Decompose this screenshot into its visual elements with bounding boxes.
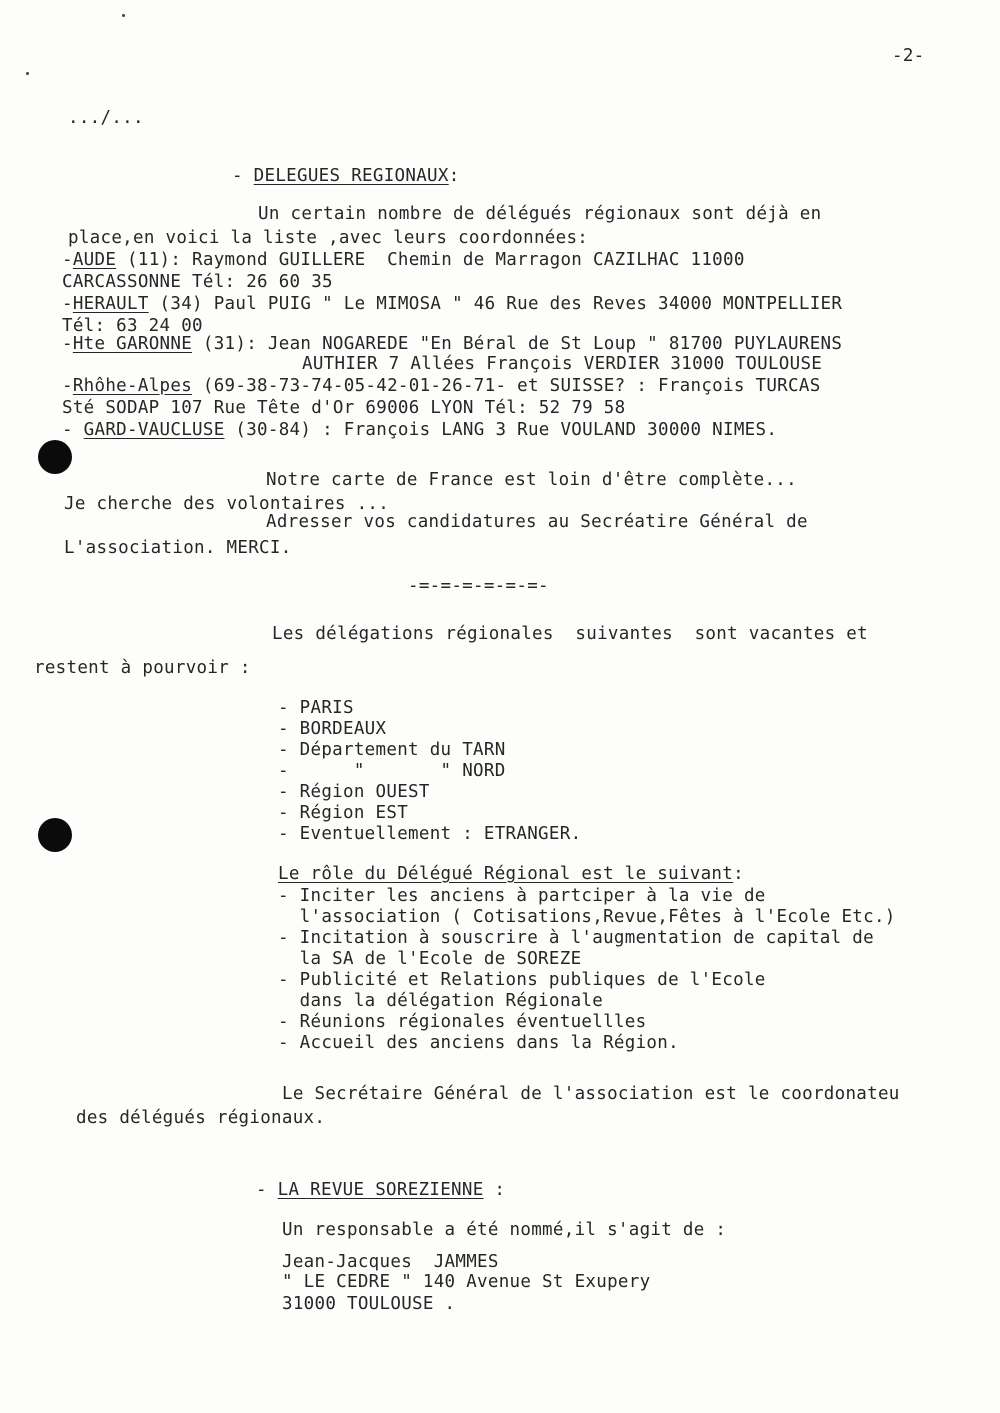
delegate-garonne-line2: AUTHIER 7 Allées François VERDIER 31000 TOULOUSE bbox=[302, 354, 823, 374]
heading-suffix: : bbox=[483, 1180, 506, 1200]
delegate-details: (11): Raymond GUILLERE Chemin de Marragon CAZILHAC 11000 bbox=[116, 250, 745, 270]
revue-address-line: Jean-Jacques JAMMES bbox=[282, 1252, 499, 1272]
intro-line-1: Un certain nombre de délégués régionaux sont déjà en bbox=[258, 204, 822, 224]
vacant-item: - BORDEAUX bbox=[278, 719, 387, 739]
note-line-4: L'association. MERCI. bbox=[64, 538, 292, 558]
punch-hole-top bbox=[38, 440, 72, 474]
role-line: l'association ( Cotisations,Revue,Fêtes à l'Ecole Etc.) bbox=[278, 907, 896, 927]
delegate-details: (30-84) : François LANG 3 Rue VOULAND 30000 NIMES. bbox=[224, 420, 778, 440]
separator: -=-=-=-=-=-=- bbox=[408, 576, 549, 596]
delegate-details: (34) Paul PUIG " Le MIMOSA " 46 Rue des Reves 34000 MONTPELLIER bbox=[148, 294, 843, 314]
section-heading-delegues bbox=[232, 166, 460, 186]
region-name: Rhôhe-Alpes bbox=[72, 376, 193, 396]
role-heading-suffix: : bbox=[733, 864, 744, 884]
delegate-herault bbox=[62, 294, 842, 314]
role-line: dans la délégation Régionale bbox=[278, 991, 604, 1011]
note-line-2: Je cherche des volontaires ... bbox=[64, 494, 390, 514]
vacant-intro-1: Les délégations régionales suivantes sont vacantes et bbox=[272, 624, 868, 644]
delegate-aude bbox=[62, 250, 745, 270]
role-line: - Inciter les anciens à partciper à la vie de bbox=[278, 886, 766, 906]
coordinator-line-1: Le Secrétaire Général de l'association est le coordonateu bbox=[282, 1084, 900, 1104]
vacant-intro-2: restent à pourvoir : bbox=[34, 658, 251, 678]
note-line-3: Adresser vos candidatures au Secréatire Général de bbox=[266, 512, 808, 532]
delegate-details: (69-38-73-74-05-42-01-26-71- et SUISSE? : François TURCAS bbox=[192, 376, 821, 396]
role-line: la SA de l'Ecole de SOREZE bbox=[278, 949, 582, 969]
continuation-mark: .../... bbox=[68, 108, 144, 128]
page-number: -2- bbox=[892, 46, 925, 66]
region-name: HERAULT bbox=[72, 294, 149, 314]
region-name: AUDE bbox=[72, 250, 117, 270]
vacant-item: - Région OUEST bbox=[278, 782, 430, 802]
delegate-garonne bbox=[62, 334, 842, 354]
delegate-herault-line2: Tél: 63 24 00 bbox=[62, 316, 203, 336]
heading-text: DELEGUES REGIONAUX bbox=[253, 166, 449, 186]
delegate-details: (31): Jean NOGAREDE "En Béral de St Loup " 81700 PUYLAURENS bbox=[192, 334, 843, 354]
region-name: Hte GARONNE bbox=[72, 334, 193, 354]
revue-text: Un responsable a été nommé,il s'agit de : bbox=[282, 1220, 727, 1240]
region-name: GARD-VAUCLUSE bbox=[83, 420, 225, 440]
role-line: - Réunions régionales éventuellles bbox=[278, 1012, 647, 1032]
vacant-item: - Région EST bbox=[278, 803, 409, 823]
vacant-item: - Département du TARN bbox=[278, 740, 506, 760]
delegate-prefix: - bbox=[62, 334, 73, 354]
heading-dash: - bbox=[256, 1180, 278, 1200]
heading-dash: - bbox=[232, 166, 254, 186]
delegate-gard-vaucluse bbox=[62, 420, 777, 440]
vacant-item: - PARIS bbox=[278, 698, 354, 718]
coordinator-line-2: des délégués régionaux. bbox=[76, 1108, 326, 1128]
intro-line-2: place,en voici la liste ,avec leurs coordonnées: bbox=[68, 228, 589, 248]
role-line: - Incitation à souscrire à l'augmentation de capital de bbox=[278, 928, 874, 948]
delegate-prefix: - bbox=[62, 294, 73, 314]
role-heading-text: Le rôle du Délégué Régional est le suivant bbox=[278, 864, 734, 884]
delegate-prefix: - bbox=[62, 376, 73, 396]
delegate-prefix: - bbox=[62, 420, 84, 440]
heading-suffix: : bbox=[448, 166, 460, 186]
revue-address-line: 31000 TOULOUSE . bbox=[282, 1294, 456, 1314]
role-line: - Publicité et Relations publiques de l'Ecole bbox=[278, 970, 766, 990]
delegate-aude-line2: CARCASSONNE Tél: 26 60 35 bbox=[62, 272, 333, 292]
delegate-rhone-alpes bbox=[62, 376, 821, 396]
vacant-item: - Eventuellement : ETRANGER. bbox=[278, 824, 582, 844]
heading-text: LA REVUE SOREZIENNE bbox=[277, 1180, 484, 1200]
section-heading-revue bbox=[256, 1180, 505, 1200]
paper-speck bbox=[122, 14, 125, 17]
revue-address-line: " LE CEDRE " 140 Avenue St Exupery bbox=[282, 1272, 651, 1292]
role-heading bbox=[278, 864, 744, 884]
role-line: - Accueil des anciens dans la Région. bbox=[278, 1033, 679, 1053]
note-line-1: Notre carte de France est loin d'être complète... bbox=[266, 470, 797, 490]
paper-speck bbox=[26, 72, 29, 75]
delegate-rhone-alpes-line2: Sté SODAP 107 Rue Tête d'Or 69006 LYON Tél: 52 79 58 bbox=[62, 398, 626, 418]
vacant-item: - " " NORD bbox=[278, 761, 506, 781]
delegate-prefix: - bbox=[62, 250, 73, 270]
punch-hole-bottom bbox=[38, 818, 72, 852]
